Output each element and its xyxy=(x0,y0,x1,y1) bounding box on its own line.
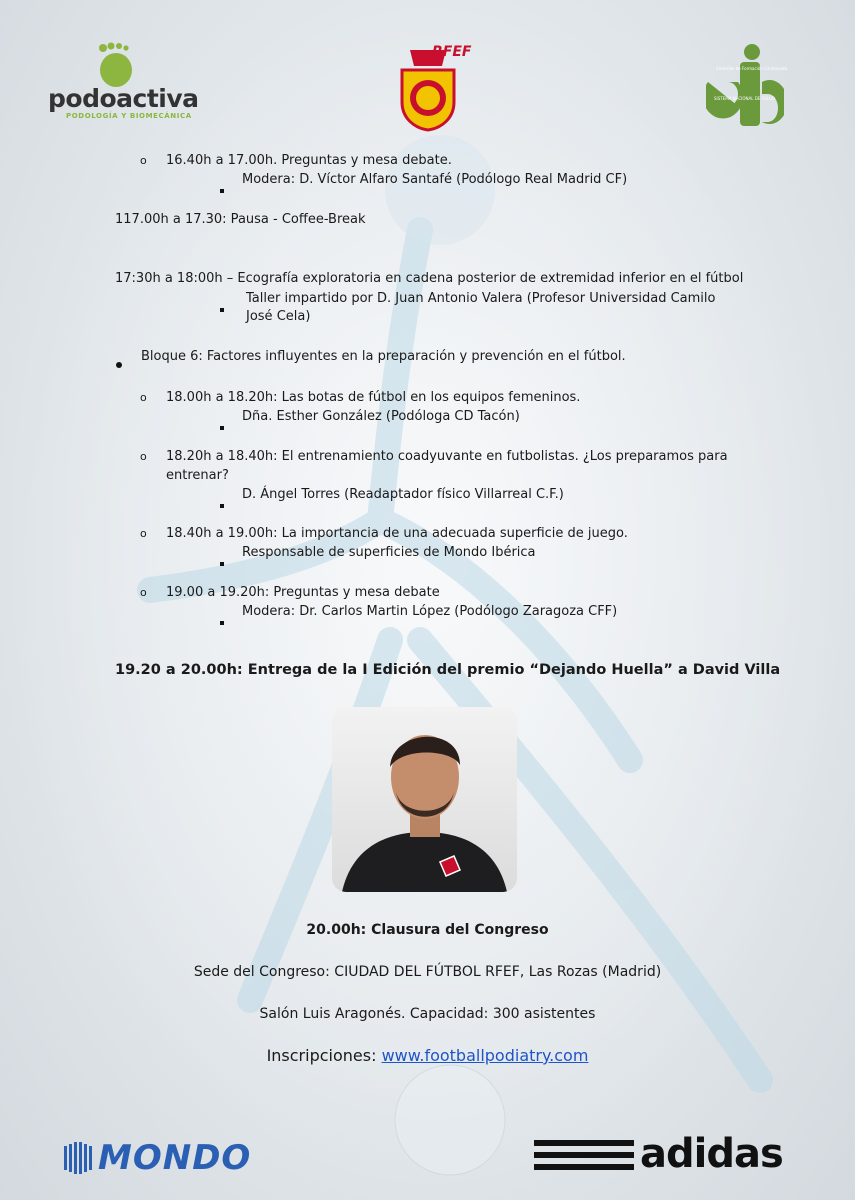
circle-bullet-icon: o xyxy=(140,527,147,540)
b3-speaker: Responsable de superficies de Mondo Ibérica xyxy=(242,545,536,560)
adidas-stripes-icon xyxy=(534,1134,634,1174)
registration-link[interactable]: www.footballpodiatry.com xyxy=(381,1046,589,1065)
circle-bullet-icon: o xyxy=(140,586,147,599)
rfef-crest-logo xyxy=(388,40,472,132)
venue: Sede del Congreso: CIUDAD DEL FÚTBOL RFEF, Las Rozas (Madrid) xyxy=(193,964,662,980)
cfc-footer-text: SISTEMA NACIONAL DE SALUD xyxy=(714,96,775,101)
square-bullet-icon xyxy=(220,415,224,434)
block6-title: Bloque 6: Factores influyentes en la preparación y prevención en el fútbol. xyxy=(141,349,626,364)
eco-workshop-speaker-cont: José Cela) xyxy=(246,309,311,324)
session-moderator-1: Modera: D. Víctor Alfaro Santafé (Podólogo Real Madrid CF) xyxy=(242,172,628,187)
b2-time-cont: entrenar? xyxy=(166,468,229,483)
b1-time: 18.00h a 18.20h: Las botas de fútbol en los equipos femeninos. xyxy=(166,390,581,405)
square-bullet-icon xyxy=(220,551,224,570)
award-heading: 19.20 a 20.00h: Entrega de la I Edición del premio “Dejando Huella” a David Villa xyxy=(115,662,781,678)
mondo-stripes-icon xyxy=(64,1142,94,1174)
b2-speaker: D. Ángel Torres (Readaptador físico Villarreal C.F.) xyxy=(242,487,564,502)
square-bullet-icon xyxy=(220,610,224,629)
b4-time: 19.00 a 19.20h: Preguntas y mesa debate xyxy=(166,585,440,600)
footprint-icon xyxy=(96,42,136,88)
b4-moderator: Modera: Dr. Carlos Martin López (Podólogo Zaragoza CFF) xyxy=(242,604,618,619)
room-capacity: Salón Luis Aragonés. Capacidad: 300 asistentes xyxy=(259,1006,596,1022)
mondo-logo xyxy=(64,1140,251,1176)
b3-time: 18.40h a 19.00h: La importancia de una adecuada superficie de juego. xyxy=(166,526,628,541)
rfef-text: RFEF xyxy=(432,44,472,60)
eco-workshop-speaker: Taller impartido por D. Juan Antonio Valera (Profesor Universidad Camilo xyxy=(246,291,716,306)
podoactiva-tagline: PODOLOGÍA Y BIOMECÁNICA xyxy=(66,112,192,120)
cfc-logo xyxy=(706,42,788,128)
podoactiva-logo xyxy=(48,42,199,122)
closing-ceremony: 20.00h: Clausura del Congreso xyxy=(306,922,549,938)
adidas-logo xyxy=(534,1132,783,1176)
circle-bullet-icon: o xyxy=(140,450,147,463)
registration-label: Inscripciones: xyxy=(266,1046,382,1065)
coffee-break: 117.00h a 17.30: Pausa - Coffee-Break xyxy=(115,212,366,227)
circle-bullet-icon: o xyxy=(140,391,147,404)
square-bullet-icon xyxy=(220,297,224,316)
adidas-text: adidas xyxy=(640,1131,783,1177)
david-villa-photo xyxy=(332,707,517,892)
podoactiva-name: podoactiva xyxy=(48,84,199,113)
mondo-text: MONDO xyxy=(98,1138,252,1178)
eco-workshop-title: 17:30h a 18:00h – Ecografía exploratoria en cadena posterior de extremidad inferior en el fútbol xyxy=(115,271,744,286)
cfc-header-text: Comisión de Formación Continuada xyxy=(716,66,788,71)
circle-bullet-icon: o xyxy=(140,154,147,167)
session-time-1: 16.40h a 17.00h. Preguntas y mesa debate. xyxy=(166,153,452,168)
square-bullet-icon xyxy=(220,493,224,512)
b1-speaker: Dña. Esther González (Podóloga CD Tacón) xyxy=(242,409,520,424)
dot-bullet-icon xyxy=(116,353,122,372)
square-bullet-icon xyxy=(220,178,224,197)
registration-line xyxy=(0,1046,855,1065)
b2-time: 18.20h a 18.40h: El entrenamiento coadyuvante en futbolistas. ¿Los preparamos para xyxy=(166,449,728,464)
